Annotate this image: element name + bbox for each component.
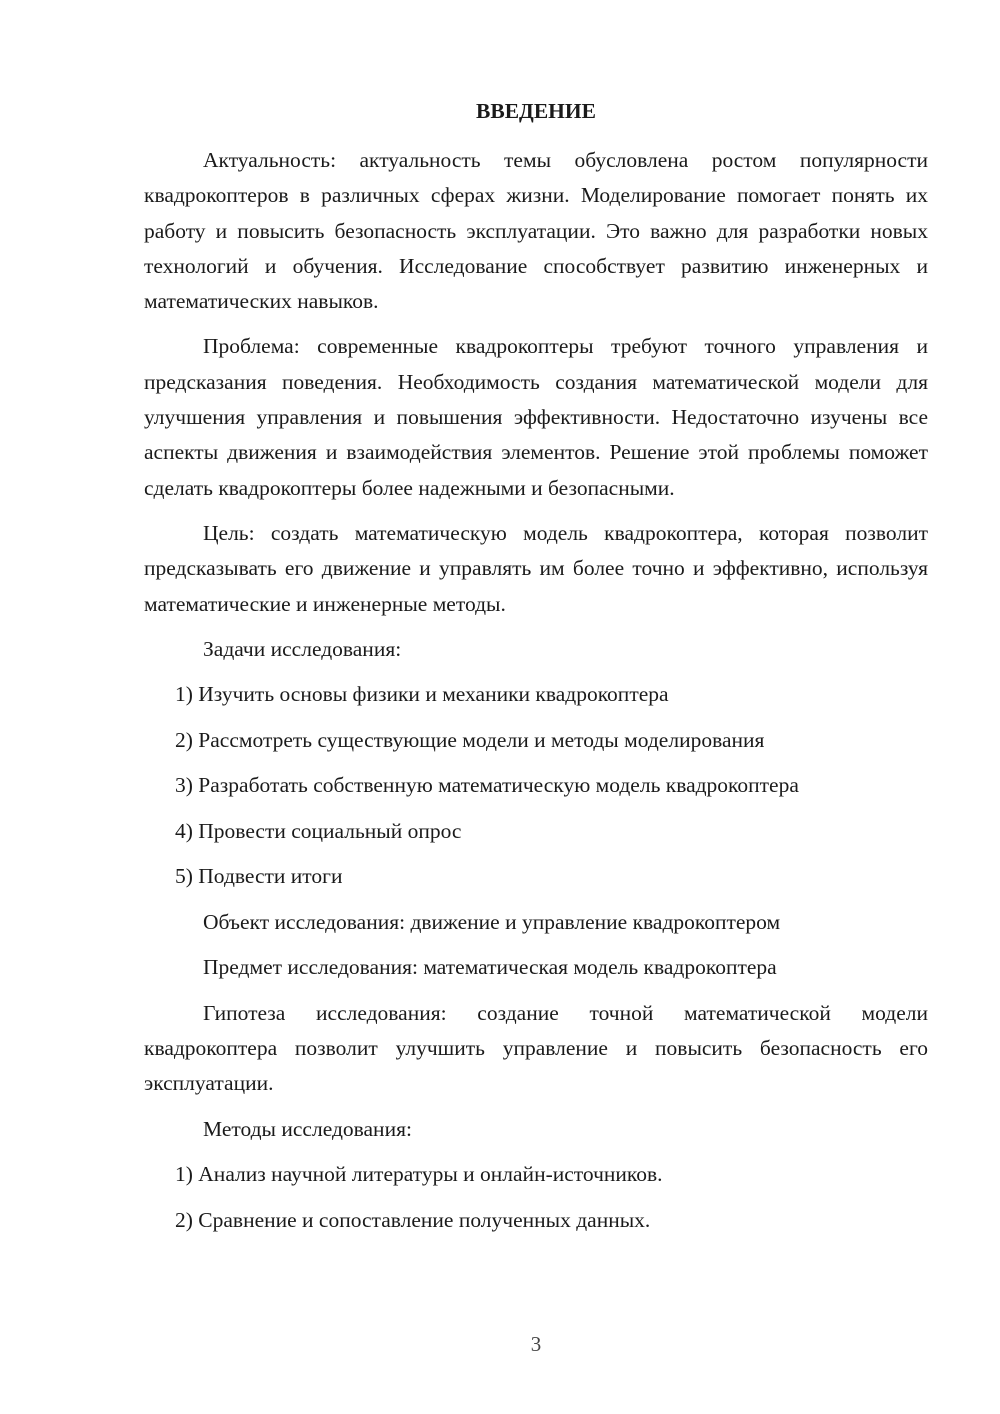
page-number: 3 [530,1332,542,1356]
task-item-3: 3) Разработать собственную математическую модель квадрокоптера [175,773,799,798]
method-item-2: 2) Сравнение и сопоставление полученных данных. [175,1207,651,1232]
methods-title: Методы исследования: [203,1116,412,1141]
paragraph-relevance: Актуальность: актуальность темы обусловлена ростом популярности квадрокоптеров в различных сферах жизни. Моделирование помогает понять их работу и повысить безопасность эксплуатации. Это важно для разработки новых технологий и обучения. Исследование способствует развитию инженерных и математических навыков. [144,148,928,314]
research-object: Объект исследования: движение и управление квадрокоптером [203,909,781,934]
task-item-1: 1) Изучить основы физики и механики квадрокоптера [175,682,669,707]
document-body [144,143,928,1248]
task-item-5: 5) Подвести итоги [175,864,343,889]
tasks-title: Задачи исследования: [203,636,402,661]
page-title: ВВЕДЕНИЕ [476,99,596,123]
paragraph-problem: Проблема: современные квадрокоптеры требуют точного управления и предсказания поведения. Необходимость создания математической модели для улучшения управления и повышения эффективности. Недостаточно изучены все аспекты движения и взаимодействия элементов. Решение этой проблемы поможет сделать квадрокоптеры более надежными и безопасными. [144,334,928,500]
method-item-1: 1) Анализ научной литературы и онлайн-источников. [175,1162,663,1187]
paragraph-hypothesis: Гипотеза исследования: создание точной математической модели квадрокоптера позволит улучшить управление и повысить безопасность его эксплуатации. [144,1000,928,1096]
task-item-4: 4) Провести социальный опрос [175,818,462,843]
paragraph-goal: Цель: создать математическую модель квадрокоптера, которая позволит предсказывать его движение и управлять им более точно и эффективно, используя математические и инженерные методы. [144,520,928,616]
research-subject: Предмет исследования: математическая модель квадрокоптера [203,955,777,980]
task-item-2: 2) Рассмотреть существующие модели и методы моделирования [175,727,765,752]
